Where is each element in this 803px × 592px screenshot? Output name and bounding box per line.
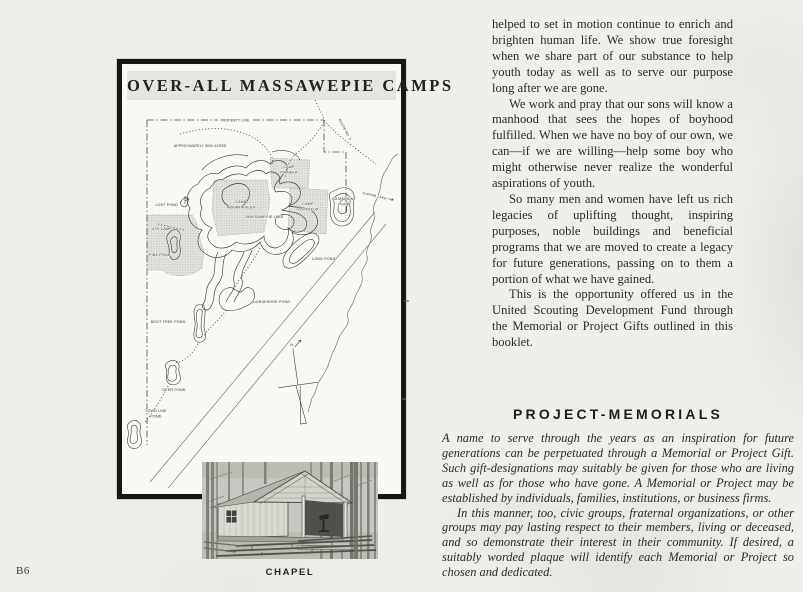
- catamount-pond-label-2: POND: [338, 202, 350, 207]
- massawepie-lake-label: MASSAWEPIE LAKE: [246, 215, 284, 219]
- catamount-pond-label-1: CATAMOUNT: [331, 197, 357, 201]
- scan-speck: [404, 300, 409, 302]
- camp-voyageur-label-1: CAMP: [302, 202, 314, 206]
- paragraph: This is the opportunity offered us in the United Scouting Development Fund through the Memorial or Project Gifts outlined in this booklet.: [492, 287, 733, 350]
- camp-voyageur-label-2: VOYAGEUR: [297, 207, 319, 212]
- long-pond-label: LONG POND: [312, 257, 336, 261]
- paragraph: helped to set in motion continue to enrich and brighten human life. We show true foresight when we share part of our substance to help youth today as well as to serve our purpose long after we are gone.: [492, 17, 733, 95]
- deer-pond-label: DEER POND: [162, 388, 186, 392]
- acreage-label: APPROXIMATELY 3000 ACRES: [174, 144, 227, 148]
- camp-pioneer-label-2: PIONEER: [280, 170, 298, 175]
- tupper-lake-label: TUPPER LAKE: [361, 191, 387, 201]
- horseshoe-pond-shape: [219, 288, 254, 311]
- chapel-photo: [202, 462, 378, 559]
- town-line-pond-shape: [127, 420, 141, 448]
- horseshoe-pond-label: HORSESHOE POND: [253, 300, 291, 304]
- boot-tree-pond-shape: [194, 304, 206, 342]
- page-number: B6: [16, 565, 30, 577]
- camp-areas: [147, 158, 328, 276]
- compass-north-arrow: [272, 339, 323, 427]
- body-text-column: [492, 17, 733, 351]
- paragraph: A name to serve through the years as an inspiration for future generations can be perpetuated through a Memorial or Project Gift. Such gift-designations may suitably be given for those who are living as well as for those who have gone. A Memorial or Project may be established by individuals, families, institutions, or business firms.: [442, 431, 794, 505]
- camp-mountaineer-label-2: MOUNTAINEER: [226, 205, 256, 210]
- fourth-camp-area: [147, 215, 204, 276]
- paragraph: In this manner, too, civic groups, fraternal organizations, or other groups may pay lasting respect to their members, living or deceased, and so demonstrate their interest in their community. If desired, a suitably worded plaque will identify each Memorial or Project so chosen and dedicated.: [442, 505, 794, 580]
- fourth-camp-label: 4TH CAMP: [152, 227, 172, 231]
- town-line-pond-label-2: POND: [150, 414, 162, 419]
- north-label: N: [290, 343, 293, 347]
- lost-pond-label: LOST POND: [155, 203, 178, 207]
- boot-tree-pond-label: BOOT TREE POND: [150, 320, 186, 324]
- property-line-label: PROPERTY LINE: [220, 118, 250, 123]
- project-memorials-section: [442, 406, 794, 580]
- paragraph: So many men and women have left us rich legacies of uplifting thought, inspiring purposes, noble buildings and beneficial programs that we are moved to create a legacy for future generations, passing on to them a portion of what we have gained.: [492, 191, 733, 286]
- section-heading: PROJECT-MEMORIALS: [513, 406, 723, 422]
- map-title: OVER-ALL MASSAWEPIE CAMPS: [127, 71, 396, 100]
- tupper-lake-arrow: [387, 198, 393, 202]
- map-panel: [117, 59, 454, 499]
- town-line-pond-label-1: TOWN LINE: [145, 409, 167, 413]
- camp-mountaineer-label-1: CAMP: [235, 200, 247, 204]
- long-pond-shape: [283, 233, 319, 268]
- scan-speck: [402, 398, 406, 400]
- route-3-label: ROUTE NO. 3: [337, 118, 353, 141]
- paragraph: We work and pray that our sons will know a manhood that sees the hopes of boyhood fulfilled. When we have no boy of our own, we can—if we are willing—help some boy who might otherwise never realize the wonderful aspirations of youth.: [492, 96, 733, 191]
- massawepie-map: [122, 100, 401, 488]
- camp-pioneer-label-1: CAMP: [283, 165, 295, 169]
- pine-pond-label: PINE POND: [149, 253, 171, 257]
- chapel-caption: CHAPEL: [265, 567, 315, 578]
